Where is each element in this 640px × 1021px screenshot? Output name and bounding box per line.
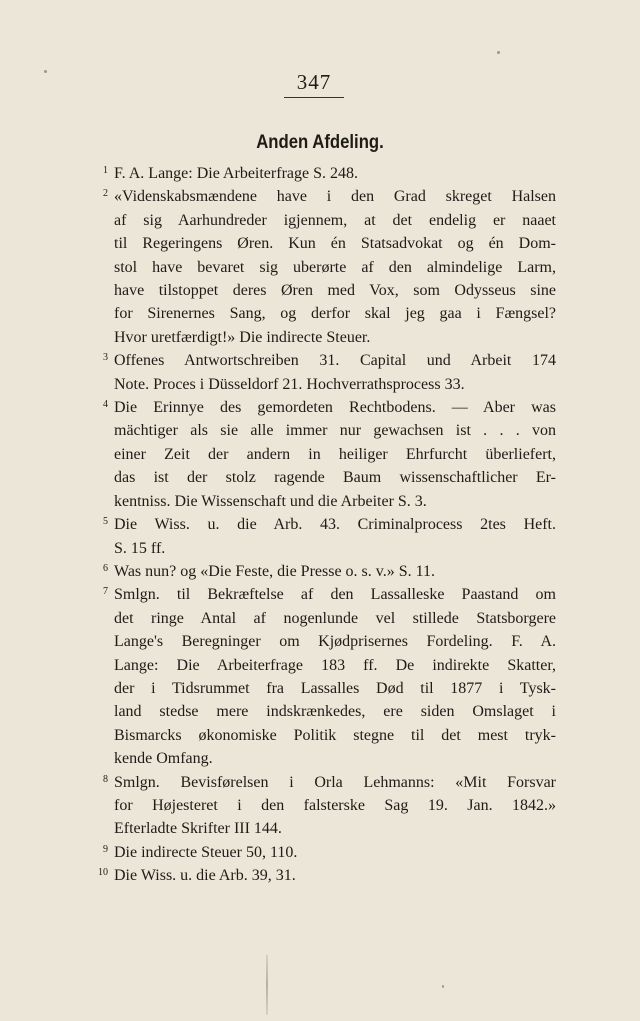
paper-speck — [497, 51, 500, 54]
footnote — [103, 771, 556, 841]
footnote-line: mächtiger als sie alle immer nur gewachsen ist . . . von — [114, 422, 556, 440]
footnote — [103, 560, 556, 583]
footnote-number: 9 — [103, 843, 108, 855]
paper-speck — [442, 985, 444, 988]
footnote — [103, 396, 556, 513]
footnote — [98, 864, 556, 887]
footnote-line: Hvor uretfærdigt!» Die indirecte Steuer. — [114, 328, 371, 346]
footnote-line: det ringe Antal af nogenlunde vel stillede Statsborgere — [114, 609, 556, 627]
footnote — [103, 513, 556, 560]
footnote-line: «Videnskabsmændene have i den Grad skreget Halsen — [114, 188, 556, 206]
footnote-line: for Sirenernes Sang, og derfor skal jeg gaa i Fængsel? — [114, 305, 556, 323]
footnote — [103, 841, 556, 864]
footnote-line: af sig Aarhundreder igjennem, at det endelig er naaet — [114, 211, 556, 229]
footnote-line: S. 15 ff. — [114, 539, 166, 557]
footnote-line: einer Zeit der andern in heiliger Ehrfurcht überliefert, — [114, 445, 556, 463]
page-fold — [266, 955, 268, 1015]
section-title: Anden Afdeling. — [256, 132, 384, 153]
footnote-number: 5 — [103, 516, 108, 528]
footnote-line: das ist der stolz ragende Baum wissenschaftlicher Er- — [114, 469, 556, 487]
footnote — [103, 583, 556, 770]
footnote-number: 10 — [98, 867, 108, 879]
footnote-line: Die Wiss. u. die Arb. 39, 31. — [114, 867, 296, 885]
footnote-line: F. A. Lange: Die Arbeiterfrage S. 248. — [114, 165, 358, 182]
paper-speck — [44, 70, 47, 73]
footnote-line: Smlgn. Bevisførelsen i Orla Lehmanns: «Mit Forsvar — [114, 773, 556, 791]
footnote-number: 7 — [103, 586, 108, 598]
footnote-line: Bismarcks økonomiske Politik stegne til det mest tryk- — [114, 726, 556, 744]
footnote-number: 1 — [103, 165, 108, 176]
footnote-line: for Højesteret i den falsterske Sag 19. Jan. 1842.» — [114, 796, 556, 814]
footnote-number: 8 — [103, 773, 108, 785]
footnote-line: Note. Proces i Düsseldorf 21. Hochverrathsprocess 33. — [114, 375, 465, 393]
footnote-line: Smlgn. til Bekræftelse af den Lassalleske Paastand om — [114, 586, 556, 604]
footnote-line: Was nun? og «Die Feste, die Presse o. s. v.» S. 11. — [114, 562, 436, 580]
footnote-line: kende Omfang. — [114, 750, 213, 768]
footnote-line: til Regeringens Øren. Kun én Statsadvokat og én Dom- — [114, 235, 556, 253]
footnote-line: Offenes Antwortschreiben 31. Capital und Arbeit 174 — [114, 352, 556, 370]
footnote-line: Efterladte Skrifter III 144. — [114, 820, 282, 838]
footnote-line: Lange: Die Arbeiterfrage 183 ff. De indirekte Skatter, — [114, 656, 556, 674]
page-number: 347 — [284, 70, 344, 98]
footnote — [103, 185, 556, 349]
footnote-line: Lange's Beregninger om Kjødprisernes Fordeling. F. A. — [114, 633, 556, 651]
footnotes-list — [98, 162, 556, 888]
footnote-line: have tilstoppet deres Øren med Vox, som Odysseus sine — [114, 282, 556, 300]
footnote-number: 2 — [103, 188, 108, 200]
footnote — [103, 162, 556, 185]
footnote — [103, 349, 556, 396]
footnote-line: der i Tidsrummet fra Lassalles Død til 1877 i Tysk- — [114, 679, 556, 697]
footnote-line: land stedse mere indskrænkedes, ere siden Omslaget i — [114, 703, 556, 721]
footnote-line: Die Erinnye des gemordeten Rechtbodens. — Aber was — [114, 399, 556, 417]
footnote-line: Die Wiss. u. die Arb. 43. Criminalprocess 2tes Heft. — [114, 516, 556, 534]
footnote-line: kentniss. Die Wissenschaft und die Arbeiter S. 3. — [114, 492, 427, 510]
footnote-number: 4 — [103, 399, 108, 411]
footnote-line: Die indirecte Steuer 50, 110. — [114, 843, 298, 861]
footnote-number: 6 — [103, 562, 108, 574]
footnote-line: stol have bevaret sig uberørte af den almindelige Larm, — [114, 258, 556, 276]
footnote-number: 3 — [103, 352, 108, 364]
